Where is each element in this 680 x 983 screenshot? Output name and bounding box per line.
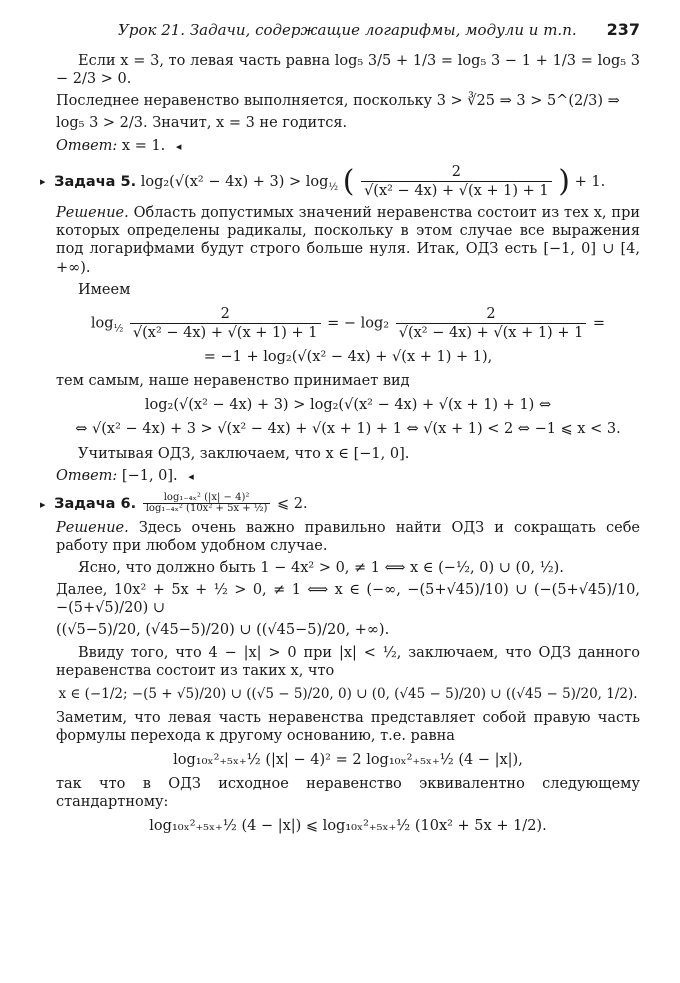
task-6-solution [56,519,640,555]
task-5-eq-4: ⇔ √(x² − 4x) + 3 > √(x² − 4x) + √(x + 1) + 1 ⇔ √(x + 1) < 2 ⇔ −1 ⩽ x < 3. [75,421,621,438]
solution-text: Здесь очень важно правильно найти ОДЗ и сокращать себе работу при любом удобном случае. [56,519,641,554]
solution-label: Решение. [56,205,129,222]
prev-answer [56,137,640,155]
eq1-mid: = − log₂ [327,315,390,332]
task-5-eq-2: = −1 + log₂(√(x² − 4x) + √(x + 1) + 1), [203,349,493,365]
eq1-num-right: 2 [396,305,587,324]
task-6-denominator: log₁₋₄ₓ² (10x² + 5x + ½) [145,503,268,515]
eq1-end: = [592,315,606,332]
task-marker-icon: ▸ [40,497,46,511]
eq1-fraction-left [130,305,321,342]
task-5-have: Имеем [78,281,131,298]
task-6-p5: так что в ОДЗ исходное неравенство эквивалентно следующему стандартному: [56,776,640,811]
answer-label: Ответ: [56,137,118,154]
answer-value: x = 1. [121,137,166,154]
eq1-den-left: √(x² − 4x) + √(x + 1) + 1 [132,324,318,341]
task-6-p2a: Далее, 10x² + 5x + ½ > 0, ≠ 1 ⟺ x ∈ (−∞, −(5+√45)/10) ∪ (−(5+√45)/10, −(5+√5)/20) ∪ [56,582,640,617]
task-5-solution [56,204,640,277]
end-triangle-icon: ◂ [188,469,194,483]
task-6-right: ⩽ 2. [277,495,308,512]
solution-text: Область допустимых значений неравенства состоит из тех x, при которых определены радикалы, поскольку в этом случае все выражения под логарифмами будут строго больше нуля. Итак, ОДЗ есть [−1, 0] ∪ [4, +∞). [56,205,641,276]
prev-line-1: Если x = 3, то левая часть равна log₅ 3/5 + 1/3 = log₅ 3 − 1 + 1/3 = log₅ 3 − 2/3 > 0. [56,53,640,88]
task-6-name: Задача 6. [54,495,137,512]
solution-label: Решение. [56,519,129,536]
answer-value: [−1, 0]. [121,467,178,484]
prev-line-3: log₅ 3 > 2/3. Значит, x = 3 не годится. [56,115,348,132]
task-6-numerator: log₁₋₄ₓ² (|x| − 4)² [143,493,271,505]
task-5-name: Задача 5. [54,173,137,190]
eq1-den-right: √(x² − 4x) + √(x + 1) + 1 [398,324,584,341]
task-5-denominator: √(x² − 4x) + √(x + 1) + 1 [364,182,549,199]
task-6-p4: Заметим, что левая часть неравенства представляет собой правую часть формулы перехода к другому основанию, т.е. равна [56,709,640,744]
task-5-answer [56,467,640,485]
task-6-odz-eq: x ∈ (−1/2; −(5 + √5)/20) ∪ ((√5 − 5)/20, 0) ∪ (0, (√45 − 5)/20) ∪ ((√45 − 5)/20, 1/2). [58,685,638,702]
eq1-num-left: 2 [130,305,321,324]
eq1-fraction-right [396,305,587,342]
end-triangle-icon: ◂ [175,139,182,153]
task-5-thus: тем самым, наше неравенство принимает вид [56,373,410,390]
task-5-numerator: 2 [361,163,552,182]
task-5-eq-1: $\log_{\frac{1}{2}}$ $\frac{2}{\text{√(x² − 4x) + √(x + 1) + 1}}$ = − log₂ $\frac{2}{\text{√(x² − 4x) + √(x + 1) + 1}}$ = [90,305,606,341]
task-6-fraction [143,493,271,515]
task-6-p3: Ввиду того, что 4 − |x| > 0 при |x| < ½, заключаем, что ОДЗ данного неравенства состоит из таких x, что [56,644,640,679]
page-header [56,20,640,40]
running-title: Урок 21. Задачи, содержащие логарифмы, модули и т.п. [118,21,577,39]
answer-label: Ответ: [56,467,118,484]
task-5-odz: Учитывая ОДЗ, заключаем, что x ∈ [−1, 0]. [78,445,410,462]
task-6-p2b: ((√5−5)/20, (√45−5)/20) ∪ ((√45−5)/20, +∞). [56,622,390,639]
prev-line-2: Последнее неравенство выполняется, поскольку 3 > ∛25 ⇒ 3 > 5^(2/3) ⇒ [56,93,620,110]
task-5-eq-3: log₂(√(x² − 4x) + 3) > log₂(√(x² − 4x) + √(x + 1) + 1) ⇔ [144,397,552,414]
task-marker-icon: ▸ [40,175,46,189]
task-6-eq-6: log₁₀ₓ²₊₅ₓ₊½ (4 − |x|) ⩽ log₁₀ₓ²₊₅ₓ₊½ (10x² + 5x + 1/2). [149,818,547,835]
task-6-eq-5: log₁₀ₓ²₊₅ₓ₊½ (|x| − 4)² = 2 log₁₀ₓ²₊₅ₓ₊½ (4 − |x|), [173,751,523,768]
task-5-left: log₂(√(x² − 4x) + 3) > log [140,173,329,190]
task-5-statement: ▸ Задача 5. $\log_2(√(x^2 - 4x) + 3) > \log_{\frac{1}{2}}$ ( $\frac{2}{\text{√(x² − 4x) + √(x + 1) + 1}}$ ) + 1. [40,163,606,199]
page-number: 237 [606,20,640,39]
task-5-fraction [361,163,552,200]
task-5-right: + 1. [574,173,606,190]
task-6-p1: Ясно, что должно быть 1 − 4x² > 0, ≠ 1 ⟺ x ∈ (−½, 0) ∪ (0, ½). [78,560,564,576]
task-6-statement [40,493,640,515]
